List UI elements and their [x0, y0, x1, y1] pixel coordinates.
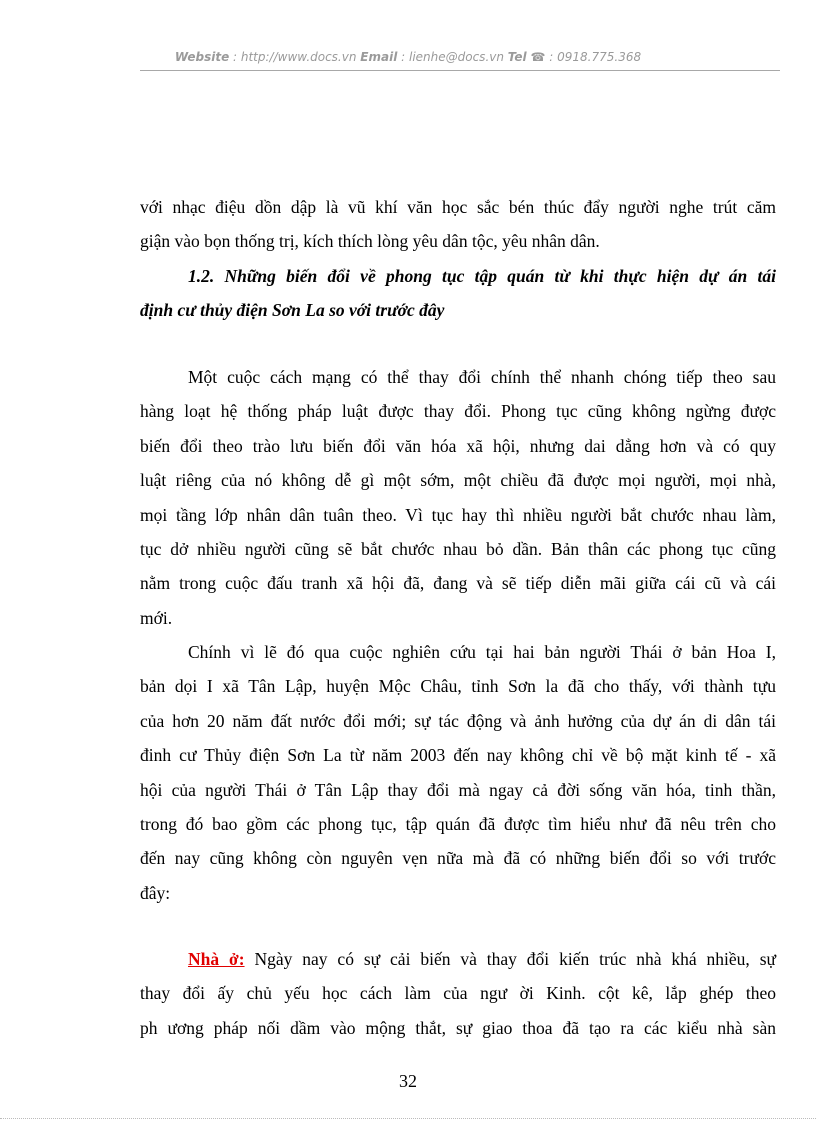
text-line: mới.	[140, 607, 173, 628]
text-line: hàng loạt hệ thống pháp luật được thay đổi. Phong tục cũng không ngừng được	[140, 401, 776, 422]
text-line: mọi tầng lớp nhân dân tuân theo. Vì tục hay thì nhiều người bắt chước nhau làm,	[140, 504, 776, 525]
text-line: trong đó bao gồm các phong tục, tập quán đã được tìm hiểu như đã nêu trên cho	[140, 813, 776, 834]
housing-label: Nhà ở:	[188, 949, 245, 969]
page-number: 32	[399, 1071, 417, 1091]
text-line: giận vào bọn thống trị, kích thích lòng yêu dân tộc, yêu nhân dân.	[140, 231, 600, 252]
text-line: luật riêng của nó không dễ gì một sớm, một chiều đã được mọi người, mọi nhà,	[140, 470, 776, 491]
text-line: tục dở nhiều người cũng sẽ bắt chước nhau bỏ dần. Bản thân các phong tục cũng	[140, 538, 776, 559]
website-label: Website	[174, 50, 230, 64]
text-line: Chính vì lẽ đó qua cuộc nghiên cứu tại hai bản người Thái ở bản Hoa I,	[188, 642, 776, 662]
paragraph-1	[140, 360, 776, 635]
page-header	[0, 50, 816, 70]
text-line: thay đổi ấy chủ yếu học cách làm của ngư ời Kinh. cột kê, lắp ghép theo	[140, 983, 776, 1004]
text-line: đinh cư Thủy điện Sơn La từ năm 2003 đến nay không chỉ về bộ mặt kinh tế - xã	[140, 745, 776, 766]
heading-line: định cư thủy điện Sơn La so với trước đây	[140, 300, 445, 321]
tel-label: Tel	[507, 50, 527, 64]
section-heading	[140, 259, 776, 328]
text-line: nằm trong cuộc đấu tranh xã hội đã, đang và sẽ tiếp diễn mãi giữa cái cũ và cái	[140, 573, 776, 594]
text-line: đây:	[140, 882, 171, 903]
continuation-paragraph	[140, 190, 776, 259]
text-line: với nhạc điệu dồn dập là vũ khí văn học sắc bén thúc đẩy người nghe trút căm	[140, 197, 776, 217]
text-line: của hơn 20 năm đất nước đổi mới; sự tác động và ảnh hưởng của dự án di dân tái	[140, 710, 776, 731]
text-line: bản dọi I xã Tân Lập, huyện Mộc Châu, tỉnh Sơn la đã cho thấy, với thành tựu	[140, 676, 776, 697]
text-line	[140, 942, 776, 976]
footer-rule	[0, 1118, 816, 1119]
text-line: Một cuộc cách mạng có thể thay đổi chính thể nhanh chóng tiếp theo sau	[188, 367, 776, 387]
email-label: Email	[360, 50, 398, 64]
heading-line: 1.2. Những biến đổi về phong tục tập quán từ khi thực hiện dự án tái	[188, 266, 776, 286]
paragraph-2	[140, 635, 776, 910]
text-line: biến đổi theo trào lưu biến đổi văn hóa xã hội, nhưng dai dẳng hơn và có quy	[140, 435, 776, 456]
website-url: : http://www.docs.vn	[229, 50, 361, 64]
text-span: Ngày nay có sự cải biến và thay đổi kiến trúc nhà khá nhiều, sự	[244, 949, 776, 969]
phone-icon: ☎	[530, 50, 546, 64]
header-rule	[140, 70, 780, 71]
email-address: : lienhe@docs.vn	[397, 50, 508, 64]
paragraph-3	[140, 942, 776, 1045]
tel-number: : 0918.775.368	[545, 50, 642, 64]
text-line: ph ương pháp nối dầm vào mộng thắt, sự giao thoa đã tạo ra các kiểu nhà sàn	[140, 1017, 776, 1038]
text-line: đến nay cũng không còn nguyên vẹn nữa mà đã có những biến đổi so với trước	[140, 848, 776, 869]
text-line: hội của người Thái ở Tân Lập thay đổi mà ngay cả đời sống văn hóa, tinh thần,	[140, 779, 776, 800]
